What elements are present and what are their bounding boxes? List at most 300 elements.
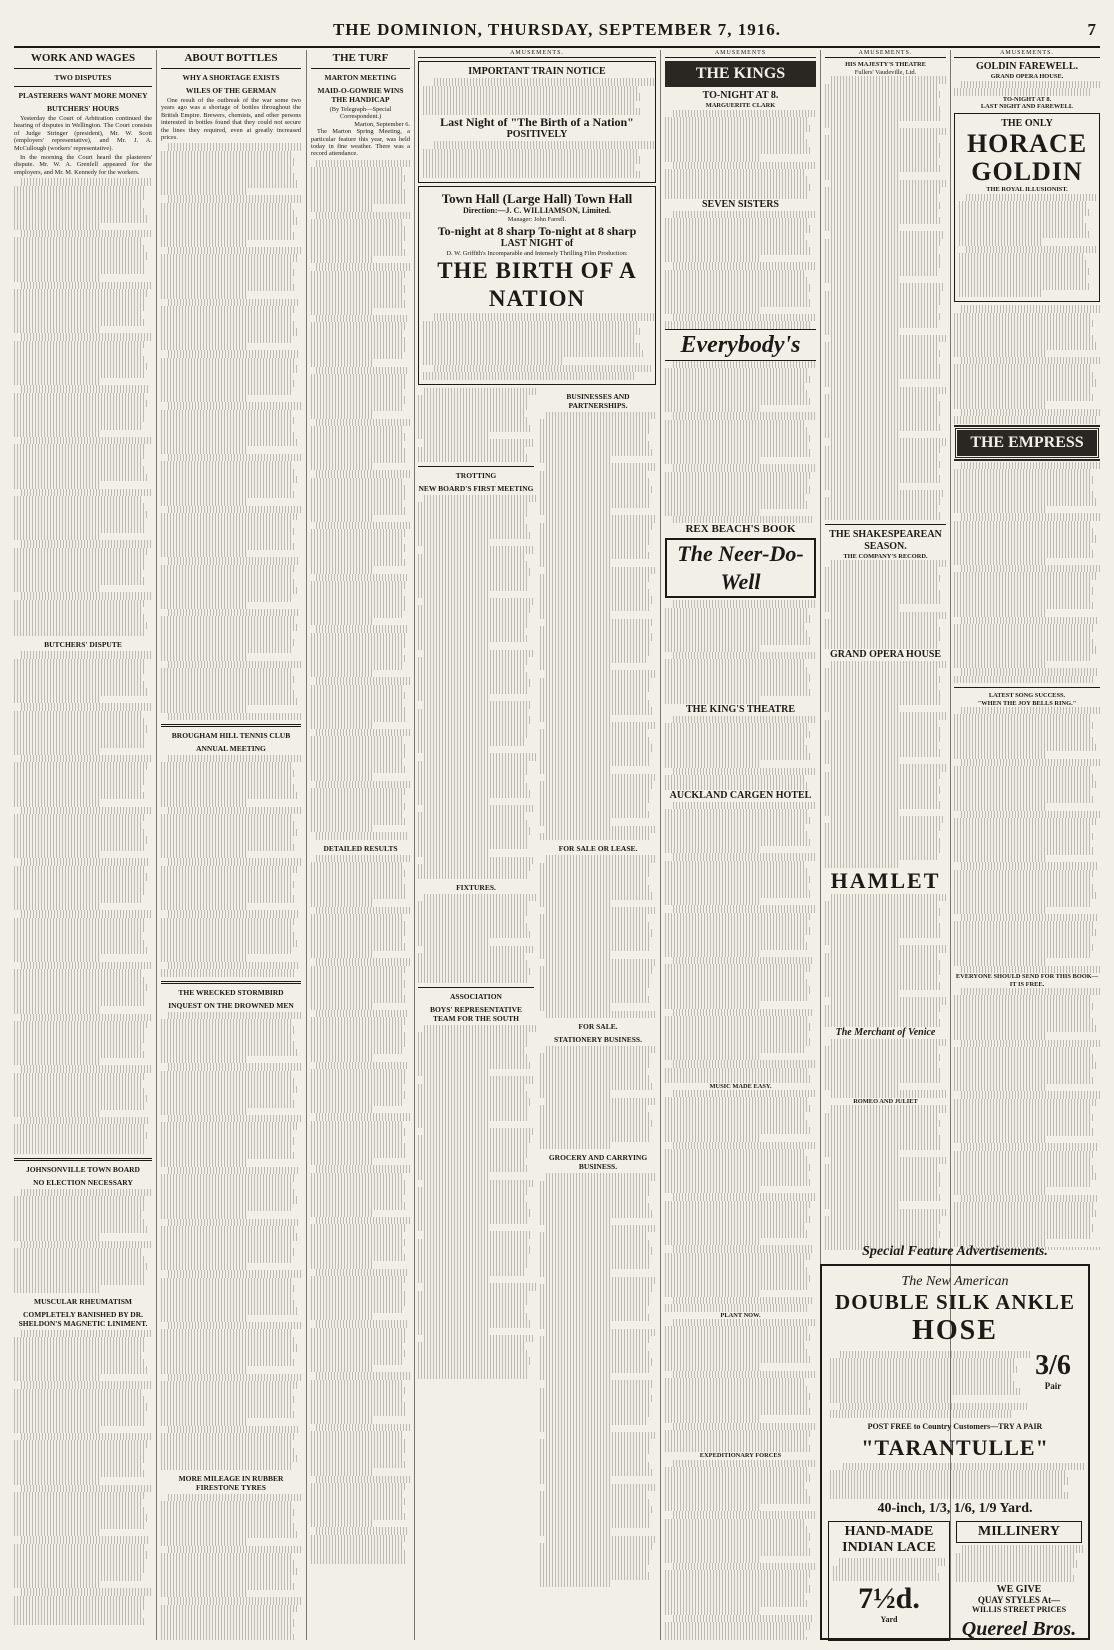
text-line <box>161 866 297 873</box>
text-line <box>665 405 759 412</box>
text-line <box>540 1506 653 1513</box>
text-line <box>665 1496 811 1503</box>
text-line <box>161 1130 293 1137</box>
empress-logo: THE EMPRESS <box>954 427 1100 459</box>
text-line <box>418 1158 526 1165</box>
text-line <box>161 336 293 343</box>
text-line <box>161 151 293 158</box>
text-line <box>168 661 301 668</box>
text-line <box>540 449 653 456</box>
classifieds <box>540 1173 656 1587</box>
text-line <box>311 1158 372 1165</box>
text-line <box>956 1553 1074 1560</box>
text-line <box>665 1031 807 1038</box>
text-line <box>831 1209 946 1216</box>
text-line <box>665 435 811 442</box>
text-line <box>161 844 295 851</box>
text-line <box>311 1461 406 1468</box>
text-line <box>961 305 1100 312</box>
text-line <box>665 1105 810 1112</box>
text-line <box>540 1284 653 1291</box>
article-body <box>14 1330 152 1626</box>
text-line <box>14 740 146 747</box>
text-line <box>311 411 372 418</box>
text-line <box>540 611 612 618</box>
text-line <box>540 1068 648 1075</box>
text-line <box>21 1433 152 1440</box>
text-line <box>161 829 297 836</box>
text-line <box>14 600 146 607</box>
text-line <box>673 1563 816 1570</box>
text-line <box>825 916 938 923</box>
text-line <box>418 1209 531 1216</box>
text-line <box>161 947 293 954</box>
text-line <box>954 1121 1090 1128</box>
text-line <box>424 946 535 953</box>
text-line <box>418 1217 527 1224</box>
text-line <box>14 1088 145 1095</box>
text-line <box>161 313 291 320</box>
text-line <box>311 352 404 359</box>
text-line <box>540 523 653 530</box>
text-line <box>161 1256 291 1263</box>
text-line <box>14 1248 142 1255</box>
text-line <box>825 239 941 246</box>
text-line <box>311 293 403 300</box>
text-line <box>14 481 100 488</box>
text-line <box>540 966 653 973</box>
ad-body <box>954 988 1100 1250</box>
text-line <box>424 1076 535 1083</box>
text-line <box>540 500 651 507</box>
subheading: DETAILED RESULTS <box>323 843 398 853</box>
text-line <box>161 925 291 932</box>
text-line <box>673 853 816 860</box>
text-line <box>665 1541 807 1548</box>
text-line <box>665 1630 805 1637</box>
text-line <box>665 1378 805 1385</box>
text-line <box>161 895 294 902</box>
text-line <box>825 1046 939 1053</box>
text-line <box>665 608 807 615</box>
text-line <box>168 858 301 865</box>
direction: Direction:—J. C. WILLIAMSON, Limited. <box>463 206 611 216</box>
text-line <box>540 870 651 877</box>
text-line <box>825 809 900 816</box>
text-line <box>830 1373 1012 1380</box>
text-line <box>954 877 1090 884</box>
text-line <box>961 1143 1098 1150</box>
text-line <box>546 1536 656 1543</box>
text-line <box>540 1550 649 1557</box>
text-line <box>161 1145 291 1152</box>
song-heading: LATEST SONG SUCCESS. <box>988 692 1066 700</box>
text-line <box>665 472 811 479</box>
text-line <box>14 1522 144 1529</box>
text-line <box>825 431 900 438</box>
text-line <box>665 1068 807 1075</box>
text-line <box>161 158 295 165</box>
text-line <box>161 1248 295 1255</box>
text-line <box>434 365 653 372</box>
text-line <box>825 590 940 597</box>
text-line <box>418 1239 528 1246</box>
text-line <box>14 1095 148 1102</box>
text-line <box>954 624 1094 631</box>
text-line <box>540 981 651 988</box>
text-line <box>954 796 1094 803</box>
text-line <box>14 393 145 400</box>
text-line <box>316 574 409 581</box>
text-line <box>311 189 405 196</box>
text-line <box>311 1335 407 1342</box>
text-line <box>311 914 403 921</box>
text-line <box>14 873 148 880</box>
text-line <box>540 537 651 544</box>
column-amusements-his-majesty <box>825 50 946 1250</box>
text-line <box>546 1484 656 1491</box>
text-line <box>540 1255 649 1262</box>
text-line <box>959 231 1091 238</box>
text-line <box>418 517 526 524</box>
text-line <box>665 1156 808 1163</box>
text-line <box>665 1282 807 1289</box>
text-line <box>311 640 407 647</box>
text-line <box>14 193 146 200</box>
text-line <box>540 626 650 633</box>
text-line <box>161 410 293 417</box>
text-line <box>21 1536 149 1543</box>
text-line <box>954 1077 1094 1084</box>
text-line <box>959 238 1043 245</box>
text-line <box>418 432 490 439</box>
subheading: WHY A SHORTAGE EXISTS <box>182 73 280 82</box>
text-line <box>540 1491 648 1498</box>
text-line <box>418 1032 527 1039</box>
text-line <box>161 203 291 210</box>
text-line <box>168 454 301 461</box>
text-line <box>168 910 300 917</box>
text-line <box>423 164 635 171</box>
text-line <box>961 357 1100 364</box>
text-line <box>161 954 248 961</box>
text-line <box>540 1120 653 1127</box>
text-line <box>665 1519 805 1526</box>
text-line <box>954 476 1094 483</box>
text-line <box>961 1040 1100 1047</box>
text-line <box>311 1210 372 1217</box>
text-line <box>418 953 526 960</box>
text-line <box>665 1482 805 1489</box>
text-line <box>540 1196 648 1203</box>
text-line <box>161 602 248 609</box>
text-line <box>665 240 808 247</box>
text-line <box>14 274 100 281</box>
text-line <box>14 1110 100 1117</box>
text-line <box>311 1025 403 1032</box>
text-line <box>418 783 528 790</box>
lace-title: HAND-MADE <box>844 1524 934 1540</box>
text-line <box>825 619 938 626</box>
text-line <box>673 1297 813 1304</box>
text-line <box>311 810 403 817</box>
text-line <box>665 1570 811 1577</box>
classifieds <box>665 1460 816 1640</box>
text-line <box>161 291 248 298</box>
text-line <box>311 1490 404 1497</box>
text-line <box>961 1091 1100 1098</box>
text-line <box>418 1298 529 1305</box>
text-line <box>418 1165 528 1172</box>
text-line <box>311 1180 405 1187</box>
text-line <box>546 412 656 419</box>
text-line <box>311 1017 406 1024</box>
text-line <box>961 966 1100 973</box>
text-line <box>311 389 404 396</box>
text-line <box>418 605 531 612</box>
text-line <box>161 1634 294 1640</box>
article-body <box>14 651 152 1154</box>
subheading: TROTTING <box>455 470 497 480</box>
text-line <box>959 216 1085 223</box>
masthead <box>14 20 1100 48</box>
text-line <box>954 995 1091 1002</box>
text-line <box>540 1558 651 1565</box>
text-line <box>161 439 297 446</box>
text-line <box>316 419 410 426</box>
text-line <box>14 844 144 851</box>
text-line <box>418 1187 529 1194</box>
text-line <box>540 441 650 448</box>
text-line <box>168 247 301 254</box>
text-line <box>540 1181 649 1188</box>
text-line <box>311 441 403 448</box>
text-line <box>311 633 405 640</box>
text-line <box>311 544 406 551</box>
text-line <box>424 857 534 864</box>
text-line <box>418 1328 490 1335</box>
text-line <box>14 1352 142 1359</box>
text-line <box>954 1025 1096 1032</box>
text-line <box>161 520 293 527</box>
neer-do-well-logo: The Neer-Do-Well <box>665 538 816 598</box>
subheading: JOHNSONVILLE TOWN BOARD <box>26 1165 140 1175</box>
text-line <box>418 923 528 930</box>
text-line <box>14 1073 146 1080</box>
text-line <box>825 475 940 482</box>
text-line <box>418 968 531 975</box>
text-line <box>418 687 527 694</box>
text-line <box>14 215 148 222</box>
text-line <box>665 292 807 299</box>
text-line <box>311 1143 405 1150</box>
text-line <box>665 927 810 934</box>
ad-body <box>954 305 1100 423</box>
text-line <box>825 1231 941 1238</box>
text-line <box>311 1232 404 1239</box>
text-line <box>311 995 405 1002</box>
text-line <box>168 1063 301 1070</box>
text-line <box>14 733 144 740</box>
text-line <box>311 500 404 507</box>
text-line <box>161 276 291 283</box>
ad-body <box>954 81 1100 96</box>
text-line <box>954 632 1090 639</box>
text-line <box>14 1559 144 1566</box>
text-line <box>665 986 811 993</box>
text-line <box>825 453 939 460</box>
article-body <box>161 1012 301 1470</box>
text-line <box>311 648 404 655</box>
text-line <box>665 284 811 291</box>
text-line <box>673 516 815 523</box>
text-line <box>825 779 939 786</box>
text-line <box>546 1380 654 1387</box>
text-line <box>665 659 805 666</box>
column-amusements-goldin <box>954 50 1100 1250</box>
text-line <box>21 178 152 185</box>
text-line <box>825 135 938 142</box>
farewell-heading: GOLDIN FAREWELL. <box>975 61 1079 73</box>
text-line <box>540 419 649 426</box>
text-line <box>14 1256 145 1263</box>
text-line <box>14 1573 142 1580</box>
text-line <box>168 1219 298 1226</box>
text-line <box>825 1187 939 1194</box>
text-line <box>665 868 808 875</box>
text-line <box>424 598 534 605</box>
text-line <box>540 1543 653 1550</box>
text-line <box>14 1418 146 1425</box>
text-line <box>311 552 403 559</box>
text-line <box>14 363 148 370</box>
text-line <box>316 470 410 477</box>
text-line <box>434 141 655 148</box>
text-line <box>825 990 900 997</box>
text-line <box>954 372 1093 379</box>
text-line <box>161 646 291 653</box>
text-line <box>168 755 301 762</box>
text-line <box>161 836 293 843</box>
text-line <box>161 616 294 623</box>
text-line <box>311 736 403 743</box>
article-body <box>14 178 152 636</box>
text-line <box>161 881 295 888</box>
text-line <box>311 241 404 248</box>
text-line <box>311 1365 372 1372</box>
text-line <box>954 595 1090 602</box>
text-line <box>665 368 807 375</box>
text-line <box>311 426 404 433</box>
text-line <box>954 1165 1093 1172</box>
text-line <box>21 282 152 289</box>
text-line <box>14 629 144 636</box>
we-give: WE GIVE <box>996 1584 1042 1596</box>
text-line <box>540 1476 612 1483</box>
text-line <box>673 1371 816 1378</box>
text-line <box>14 1204 146 1211</box>
text-line <box>673 262 816 269</box>
text-line <box>665 1593 805 1600</box>
text-line <box>825 202 941 209</box>
text-line <box>665 1548 810 1555</box>
text-line <box>418 642 490 649</box>
text-line <box>825 968 942 975</box>
text-line <box>831 180 946 187</box>
text-line <box>311 1453 404 1460</box>
text-line <box>825 364 940 371</box>
text-line <box>825 786 941 793</box>
text-line <box>21 651 152 658</box>
text-line <box>673 1511 816 1518</box>
text-line <box>14 319 145 326</box>
text-line <box>311 699 403 706</box>
text-line <box>316 625 408 632</box>
text-line <box>161 550 248 557</box>
text-line <box>831 490 945 497</box>
subheading: NO ELECTION NECESSARY <box>33 1178 133 1188</box>
text-line <box>311 1542 403 1549</box>
text-line <box>14 1389 142 1396</box>
text-line <box>665 479 807 486</box>
text-line <box>14 1043 142 1050</box>
text-line <box>418 1313 528 1320</box>
text-line <box>14 681 145 688</box>
text-line <box>14 548 148 555</box>
text-line <box>954 1032 1045 1039</box>
text-line <box>954 929 1096 936</box>
text-line <box>966 194 1098 201</box>
text-line <box>311 618 372 625</box>
text-line <box>665 689 810 696</box>
subheading: BOYS' REPRESENTATIVE TEAM FOR THE SOUTH <box>429 1004 523 1023</box>
venue-name: GRAND OPERA HOUSE <box>829 648 942 660</box>
text-line <box>830 1388 1020 1395</box>
text-line <box>954 1187 1045 1194</box>
text-line <box>540 1083 653 1090</box>
text-line <box>830 1410 1012 1417</box>
text-line <box>418 402 529 409</box>
text-line <box>311 559 405 566</box>
text-line <box>665 760 759 767</box>
text-line <box>423 372 635 379</box>
subheading: WILES OF THE GERMAN <box>185 86 277 95</box>
management: Fullers' Vaudeville, Ltd. <box>854 68 917 76</box>
text-line <box>311 308 372 315</box>
text-line <box>825 254 940 261</box>
text-line <box>954 394 1094 401</box>
text-line <box>418 1320 531 1327</box>
text-line <box>161 210 294 217</box>
text-line <box>161 572 291 579</box>
text-line <box>424 650 533 657</box>
text-line <box>316 212 410 219</box>
text-line <box>825 401 940 408</box>
text-line <box>14 304 146 311</box>
text-line <box>14 466 145 473</box>
text-line <box>540 1388 650 1395</box>
text-line <box>540 700 650 707</box>
text-line <box>418 576 527 583</box>
text-line <box>954 484 1090 491</box>
text-line <box>665 1326 807 1333</box>
text-line <box>665 247 811 254</box>
text-line <box>673 464 816 471</box>
text-line <box>665 1290 759 1297</box>
text-line <box>424 1128 534 1135</box>
text-line <box>311 803 406 810</box>
positively-label: POSITIVELY <box>506 129 568 141</box>
